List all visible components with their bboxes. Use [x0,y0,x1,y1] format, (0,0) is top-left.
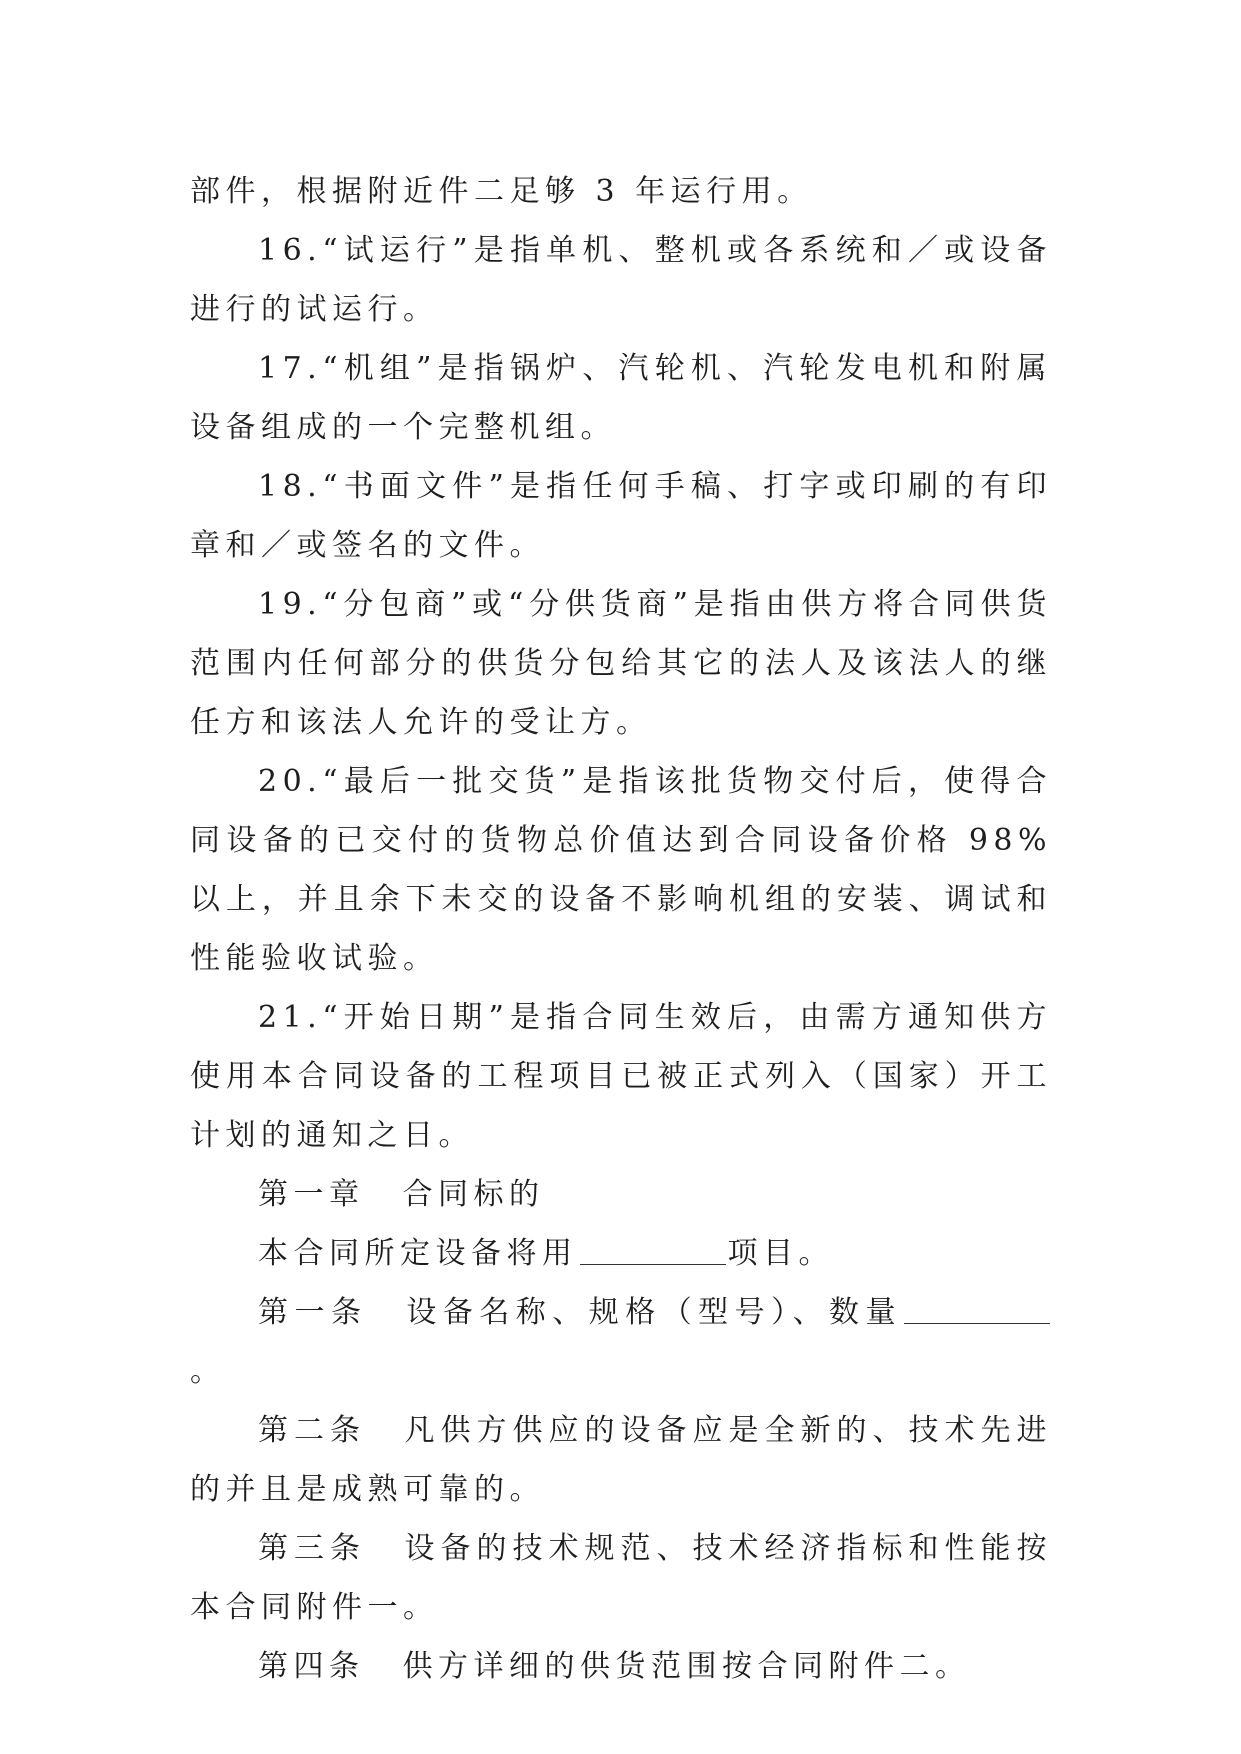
article-4-label: 第四条 [258,1649,365,1684]
article-1 [190,1283,1052,1401]
chapter-heading [190,1165,1052,1224]
article-3-label: 第三条 [258,1531,366,1566]
definition-17: 17.“机组”是指锅炉、汽轮机、汽轮发电机和附属设备组成的一个完整机组。 [190,351,1052,445]
quantity-blank-field[interactable] [904,1293,1050,1324]
article-3-text: 设备的技术规范、技术经济指标和性能按本合同附件一。 [190,1531,1052,1625]
article-1-text: 设备名称、规格（型号）、数量 [405,1295,903,1330]
chapter-title: 合同标的 [402,1177,545,1212]
article-2-label: 第二条 [258,1413,366,1448]
article-1-end: 。 [190,1354,226,1389]
article-3 [190,1519,1052,1637]
paragraph-continuation: 部件，根据附近件二足够 3 年运行用。 [190,174,813,209]
usage-text-after: 项目。 [727,1236,834,1271]
definition-20: 20.“最后一批交货”是指该批货物交付后，使得合同设备的已交付的货物总价值达到合同设备价格 98%以上，并且余下未交的设备不影响机组的安装、调试和性能验收试验。 [190,764,1052,976]
article-4 [190,1637,1052,1696]
definition-16: 16.“试运行”是指单机、整机或各系统和／或设备进行的试运行。 [190,233,1052,327]
usage-line [190,1224,1052,1283]
usage-text-before: 本合同所定设备将用 [258,1236,578,1271]
article-1-label: 第一条 [258,1295,368,1330]
article-4-text: 供方详细的供货范围按合同附件二。 [402,1649,971,1684]
chapter-label: 第一章 [258,1177,365,1212]
article-2 [190,1401,1052,1519]
definition-19: 19.“分包商”或“分供货商”是指由供方将合同供货范围内任何部分的供货分包给其它的法人及该法人的继任方和该法人允许的受让方。 [190,587,1052,740]
article-2-text: 凡供方供应的设备应是全新的、技术先进的并且是成熟可靠的。 [190,1413,1052,1507]
definition-21: 21.“开始日期”是指合同生效后，由需方通知供方使用本合同设备的工程项目已被正式列入（国家）开工计划的通知之日。 [190,1000,1052,1153]
project-blank-field[interactable] [580,1234,726,1265]
document-page [190,162,1052,1696]
definition-18: 18.“书面文件”是指任何手稿、打字或印刷的有印章和／或签名的文件。 [190,469,1052,563]
